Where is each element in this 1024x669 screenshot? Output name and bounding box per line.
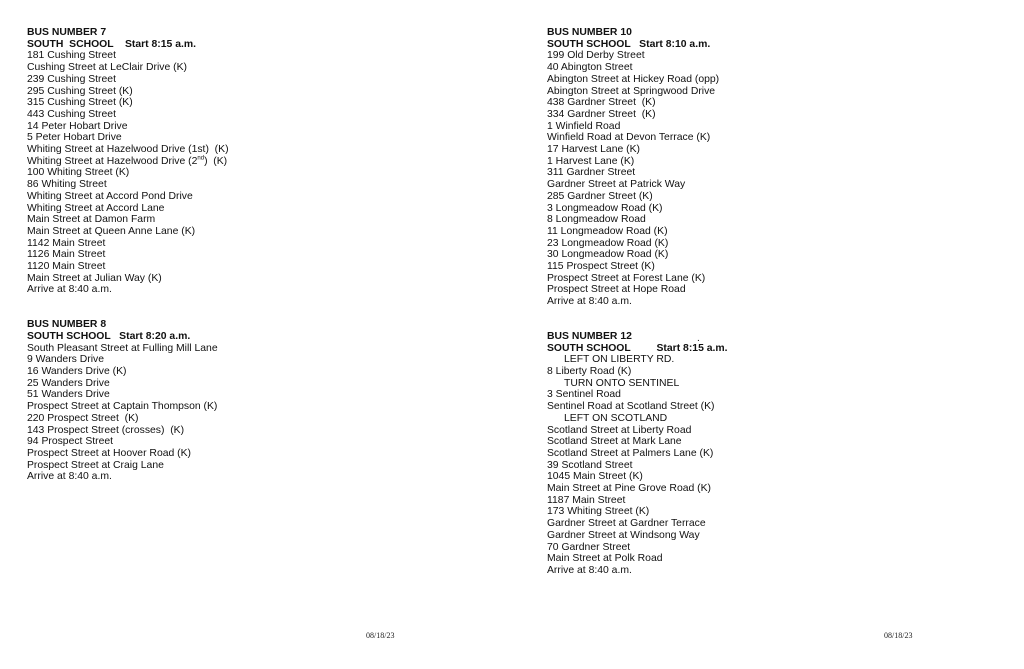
bus-stop-text-suffix: ) (K) bbox=[204, 155, 228, 167]
bus-stop: 1126 Main Street bbox=[27, 249, 106, 261]
bus-stop: 100 Whiting Street (K) bbox=[27, 167, 130, 179]
school-start-line: SOUTH SCHOOL Start 8:20 a.m. bbox=[27, 330, 191, 342]
bus-stop: Gardner Street at Windsong Way bbox=[547, 529, 700, 541]
route-instruction: LEFT ON LIBERTY RD. bbox=[564, 354, 675, 366]
bus-stop: 11 Longmeadow Road (K) bbox=[547, 225, 668, 237]
bus-stop: Scotland Street at Liberty Road bbox=[547, 424, 692, 436]
bus-route-block bbox=[27, 319, 467, 483]
bus-stop: Main Street at Julian Way (K) bbox=[27, 272, 162, 284]
bus-stop: 181 Cushing Street bbox=[27, 50, 116, 62]
bus-stop: 1 Winfield Road bbox=[547, 120, 621, 132]
footer-date-right: 08/18/23 bbox=[884, 631, 913, 640]
bus-stop: 16 Wanders Drive (K) bbox=[27, 365, 127, 377]
bus-stop: 199 Old Derby Street bbox=[547, 50, 645, 62]
bus-stop: 8 Longmeadow Road bbox=[547, 214, 646, 226]
bus-stop: 295 Cushing Street (K) bbox=[27, 85, 133, 97]
school-start-line: SOUTH SCHOOL Start 8:15 a.m. bbox=[27, 38, 196, 50]
bus-stop: Whiting Street at Accord Lane bbox=[27, 202, 165, 214]
bus-number-heading: BUS NUMBER 8 bbox=[27, 319, 107, 331]
bus-stop: 3 Sentinel Road bbox=[547, 389, 621, 401]
bus-stop: 40 Abington Street bbox=[547, 62, 633, 74]
bus-stop: Winfield Road at Devon Terrace (K) bbox=[547, 132, 711, 144]
bus-stop: 30 Longmeadow Road (K) bbox=[547, 249, 669, 261]
bus-stop: 39 Scotland Street bbox=[547, 459, 633, 471]
bus-stop: 9 Wanders Drive bbox=[27, 354, 104, 366]
ordinal-superscript: nd bbox=[197, 155, 205, 162]
bus-stop-text: Whiting Street at Hazelwood Drive (2 bbox=[27, 155, 198, 167]
bus-stop: Main Street at Pine Grove Road (K) bbox=[547, 483, 712, 495]
bus-stop: Main Street at Damon Farm bbox=[27, 214, 156, 226]
bus-stop: Arrive at 8:40 a.m. bbox=[547, 564, 632, 576]
bus-number-heading: BUS NUMBER 12 bbox=[547, 330, 632, 342]
bus-stop: 86 Whiting Street bbox=[27, 179, 107, 191]
bus-stop: Arrive at 8:40 a.m. bbox=[27, 284, 112, 296]
bus-stop: 1045 Main Street (K) bbox=[547, 471, 643, 483]
bus-stop: 143 Prospect Street (crosses) (K) bbox=[27, 424, 185, 436]
bus-stop: 5 Peter Hobart Drive bbox=[27, 132, 122, 144]
footer-date-left: 08/18/23 bbox=[366, 631, 395, 640]
bus-stop: Scotland Street at Mark Lane bbox=[547, 436, 682, 448]
bus-stop: Sentinel Road at Scotland Street (K) bbox=[547, 401, 715, 413]
bus-stop: Prospect Street at Hope Road bbox=[547, 284, 686, 296]
bus-stop: 1120 Main Street bbox=[27, 261, 106, 273]
bus-stop: Gardner Street at Gardner Terrace bbox=[547, 518, 706, 530]
bus-stop: 220 Prospect Street (K) bbox=[27, 412, 139, 424]
bus-stop: 70 Gardner Street bbox=[547, 541, 631, 553]
bus-stop: 285 Gardner Street (K) bbox=[547, 190, 653, 202]
bus-stop: Main Street at Polk Road bbox=[547, 553, 663, 565]
bus-stop: 438 Gardner Street (K) bbox=[547, 97, 656, 109]
bus-stop: 3 Longmeadow Road (K) bbox=[547, 202, 663, 214]
bus-stop: Prospect Street at Captain Thompson (K) bbox=[27, 401, 218, 413]
bus-stop: Prospect Street at Hoover Road (K) bbox=[27, 447, 192, 459]
right-column bbox=[547, 27, 987, 600]
bus-stop: 51 Wanders Drive bbox=[27, 389, 110, 401]
bus-stop: 239 Cushing Street bbox=[27, 73, 116, 85]
route-instruction: TURN ONTO SENTINEL bbox=[564, 377, 680, 389]
bus-stop: Arrive at 8:40 a.m. bbox=[27, 471, 112, 483]
bus-stop: 17 Harvest Lane (K) bbox=[547, 144, 640, 156]
school-start-line: SOUTH SCHOOL Start 8:10 a.m. bbox=[547, 38, 711, 50]
bus-stop: Main Street at Queen Anne Lane (K) bbox=[27, 225, 196, 237]
bus-stop: 25 Wanders Drive bbox=[27, 377, 110, 389]
bus-stop: 334 Gardner Street (K) bbox=[547, 108, 656, 120]
stray-dot: . bbox=[697, 333, 700, 344]
bus-stop: Gardner Street at Patrick Way bbox=[547, 179, 686, 191]
bus-stop: 8 Liberty Road (K) bbox=[547, 365, 632, 377]
bus-stop: Prospect Street at Craig Lane bbox=[27, 459, 164, 471]
bus-stop: 173 Whiting Street (K) bbox=[547, 506, 650, 518]
bus-route-block bbox=[547, 27, 987, 308]
bus-stop: 14 Peter Hobart Drive bbox=[27, 120, 128, 132]
bus-stop: 443 Cushing Street bbox=[27, 108, 116, 120]
bus-number-heading: BUS NUMBER 7 bbox=[27, 27, 107, 38]
bus-stop: Prospect Street at Forest Lane (K) bbox=[547, 272, 706, 284]
bus-stop: 1187 Main Street bbox=[547, 494, 626, 506]
bus-stop: Abington Street at Springwood Drive bbox=[547, 85, 716, 97]
bus-stop: Scotland Street at Palmers Lane (K) bbox=[547, 447, 714, 459]
route-instruction: LEFT ON SCOTLAND bbox=[564, 412, 668, 424]
bus-stop: 1 Harvest Lane (K) bbox=[547, 155, 635, 167]
bus-stop: South Pleasant Street at Fulling Mill Lane bbox=[27, 342, 218, 354]
bus-stop: 94 Prospect Street bbox=[27, 436, 114, 448]
bus-number-heading: BUS NUMBER 10 bbox=[547, 27, 632, 38]
bus-stop: 115 Prospect Street (K) bbox=[547, 261, 655, 273]
bus-route-block bbox=[547, 331, 987, 577]
bus-stop: 23 Longmeadow Road (K) bbox=[547, 237, 669, 249]
bus-stop: 315 Cushing Street (K) bbox=[27, 97, 133, 109]
bus-stop: 311 Gardner Street bbox=[547, 167, 636, 179]
bus-stop bbox=[27, 156, 467, 168]
bus-stop: Cushing Street at LeClair Drive (K) bbox=[27, 62, 187, 74]
bus-stop: Arrive at 8:40 a.m. bbox=[547, 296, 632, 308]
left-column bbox=[27, 27, 467, 506]
bus-route-block bbox=[27, 27, 467, 296]
bus-stop: Whiting Street at Hazelwood Drive (1st) (K) bbox=[27, 144, 229, 156]
bus-stop: Whiting Street at Accord Pond Drive bbox=[27, 190, 193, 202]
bus-stop: Abington Street at Hickey Road (opp) bbox=[547, 73, 720, 85]
bus-stop: 1142 Main Street bbox=[27, 237, 106, 249]
school-start-line: SOUTH SCHOOL Start 8:15 a.m. bbox=[547, 342, 728, 354]
